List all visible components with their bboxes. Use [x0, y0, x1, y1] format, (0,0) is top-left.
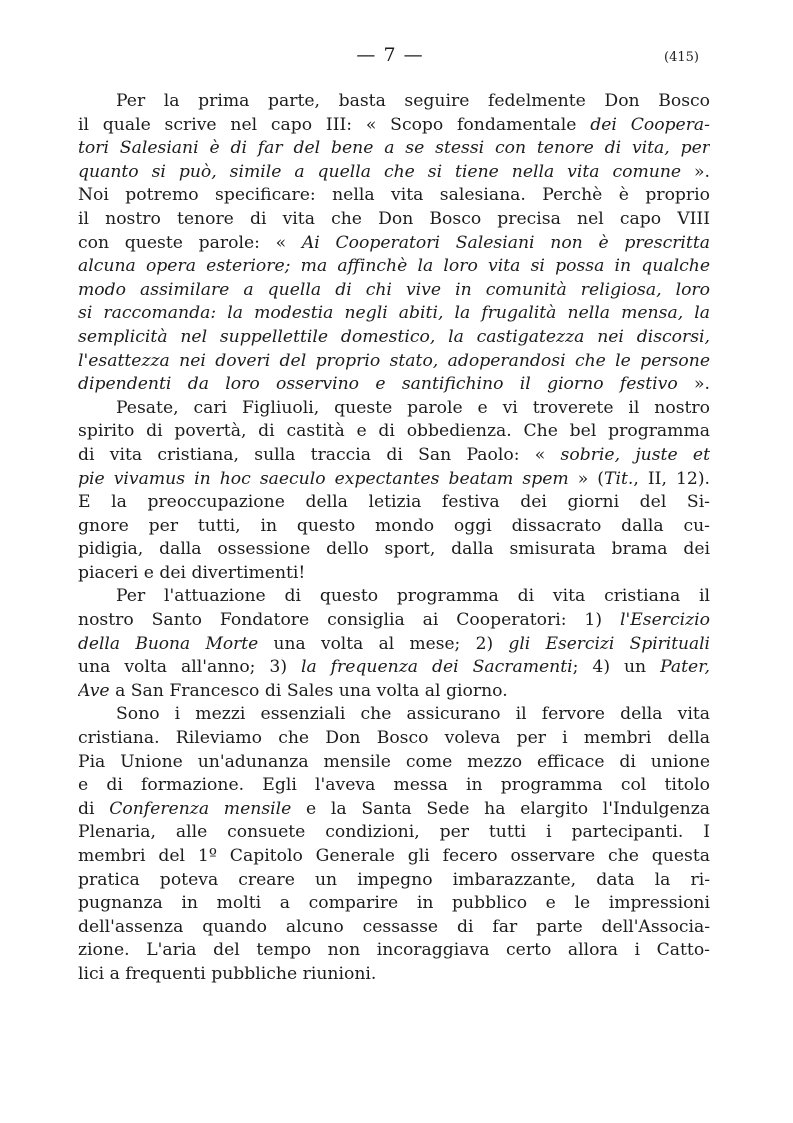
text-line	[78, 350, 710, 374]
text-line	[78, 680, 710, 704]
text-run: lici a frequenti pubbliche riunioni.	[78, 963, 377, 984]
text-line	[78, 585, 710, 609]
text-line	[78, 444, 710, 468]
text-line	[78, 751, 710, 775]
text-line	[78, 727, 710, 751]
text-run: con queste parole: «	[78, 232, 302, 253]
text-line	[78, 963, 710, 987]
text-line	[78, 397, 710, 421]
text-line	[78, 845, 710, 869]
text-run: il quale scrive nel capo III: « Scopo fondamentale	[78, 114, 591, 135]
text-line	[78, 208, 710, 232]
text-run: il nostro tenore di vita che Don Bosco precisa nel capo VIII	[78, 208, 710, 229]
text-line	[78, 491, 710, 515]
italic-text: gli Esercizi Spirituali	[508, 633, 710, 654]
italic-text: modo assimilare a quella di chi vive in comunità religiosa, loro	[78, 279, 710, 300]
text-run: Per la prima parte, basta seguire fedelmente Don Bosco	[116, 91, 710, 111]
italic-text: quanto si può, simile a quella che si tiene nella vita comune	[78, 161, 682, 182]
page-reference: (415)	[664, 50, 699, 65]
italic-text: alcuna opera esteriore; ma affinchè la loro vita si possa in qualche	[78, 256, 710, 277]
text-run: pidigia, dalla ossessione dello sport, dalla smisurata brama dei	[78, 539, 710, 560]
text-run: dell'assenza quando alcuno cessasse di far parte dell'Associa-	[78, 916, 710, 937]
text-line	[78, 892, 710, 916]
text-run: cristiana. Rileviamo che Don Bosco voleva per i membri della	[78, 728, 710, 749]
text-run: pugnanza in molti a comparire in pubblico e le impressioni	[78, 893, 710, 914]
text-run: una volta all'anno; 3)	[78, 657, 301, 678]
text-line	[78, 255, 710, 279]
text-line	[78, 821, 710, 845]
italic-text: l'esattezza nei doveri del proprio stato, adoperandosi che le persone	[78, 350, 710, 371]
italic-text: della Buona Morte	[78, 633, 259, 654]
text-run: gnore per tutti, in questo mondo oggi dissacrato dalla cu-	[78, 515, 710, 536]
italic-text: si raccomanda: la modestia negli abiti, la frugalità nella mensa, la	[78, 303, 710, 324]
text-line	[78, 656, 710, 680]
text-run: » (	[568, 468, 605, 489]
text-line	[78, 609, 710, 633]
text-run: Per l'attuazione di questo programma di vita cristiana il	[116, 586, 710, 607]
italic-text: sobrie, juste et	[560, 444, 710, 465]
text-run: ».	[677, 374, 710, 395]
text-run: una volta al mese; 2)	[258, 633, 509, 654]
text-line	[78, 161, 710, 185]
italic-text: dipendenti da loro osservino e santifichino il giorno festivo	[78, 374, 678, 395]
text-run: nostro Santo Fondatore consiglia ai Cooperatori: 1)	[78, 610, 620, 631]
text-line	[78, 326, 710, 350]
italic-text: Conferenza mensile	[109, 798, 292, 819]
text-run: spirito di povertà, di castità e di obbedienza. Che bel programma	[78, 421, 710, 442]
text-run: ».	[681, 161, 710, 182]
text-line	[78, 420, 710, 444]
text-line	[78, 562, 710, 586]
text-line	[78, 633, 710, 657]
text-line	[78, 774, 710, 798]
text-run: a San Francesco di Sales una volta al giorno.	[109, 680, 508, 701]
text-run: Plenaria, alle consuete condizioni, per tutti i partecipanti. I	[78, 822, 710, 843]
text-line	[78, 468, 710, 492]
text-line	[78, 869, 710, 893]
text-line	[78, 232, 710, 256]
italic-text: l'Esercizio	[620, 610, 710, 631]
text-run: Pesate, cari Figliuoli, queste parole e vi troverete il nostro	[116, 397, 710, 418]
text-line	[78, 279, 710, 303]
text-line	[78, 939, 710, 963]
text-line	[78, 114, 710, 138]
italic-text: Pater,	[660, 657, 710, 678]
italic-text: Tit.	[604, 468, 634, 489]
text-line	[78, 137, 710, 161]
page-number: — 7 —	[356, 44, 424, 66]
italic-text: pie vivamus in hoc saeculo expectantes beatam spem	[78, 468, 569, 489]
italic-text: Ai Cooperatori Salesiani non è prescritta	[301, 232, 710, 253]
text-run: Sono i mezzi essenziali che assicurano il fervore della vita	[116, 704, 710, 725]
text-run: Pia Unione un'adunanza mensile come mezzo efficace di unione	[78, 751, 710, 772]
text-run: , II, 12).	[633, 468, 710, 489]
text-line	[78, 798, 710, 822]
italic-text: Ave	[78, 680, 110, 701]
text-line	[78, 90, 710, 114]
italic-text: semplicità nel suppellettile domestico, la castigatezza nei discorsi,	[78, 326, 710, 347]
text-run: ; 4) un	[572, 657, 661, 678]
text-line	[78, 538, 710, 562]
text-run: E la preoccupazione della letizia festiva dei giorni del Si-	[78, 492, 710, 513]
text-line	[78, 302, 710, 326]
italic-text: tori Salesiani è di far del bene a se stessi con tenore di vita, per	[78, 138, 710, 159]
text-run: Noi potremo specificare: nella vita salesiana. Perchè è proprio	[78, 185, 710, 206]
text-line	[78, 373, 710, 397]
text-run: zione. L'aria del tempo non incoraggiava certo allora i Catto-	[78, 940, 710, 961]
text-line	[78, 184, 710, 208]
text-run: e di formazione. Egli l'aveva messa in programma col titolo	[78, 775, 710, 796]
italic-text: la frequenza dei Sacramenti	[301, 657, 573, 678]
text-line	[78, 916, 710, 940]
text-run: membri del 1º Capitolo Generale gli fecero osservare che questa	[78, 846, 710, 866]
text-line	[78, 515, 710, 539]
text-run: pratica poteva creare un impegno imbarazzante, data la ri-	[78, 869, 710, 890]
text-line	[78, 703, 710, 727]
text-run: di	[78, 798, 110, 819]
text-run: piaceri e dei divertimenti!	[78, 562, 306, 583]
italic-text: dei Coopera-	[590, 114, 710, 135]
text-run: e la Santa Sede ha elargito l'Indulgenza	[291, 798, 710, 819]
text-run: di vita cristiana, sulla traccia di San Paolo: «	[78, 444, 561, 465]
body-text	[78, 90, 710, 987]
